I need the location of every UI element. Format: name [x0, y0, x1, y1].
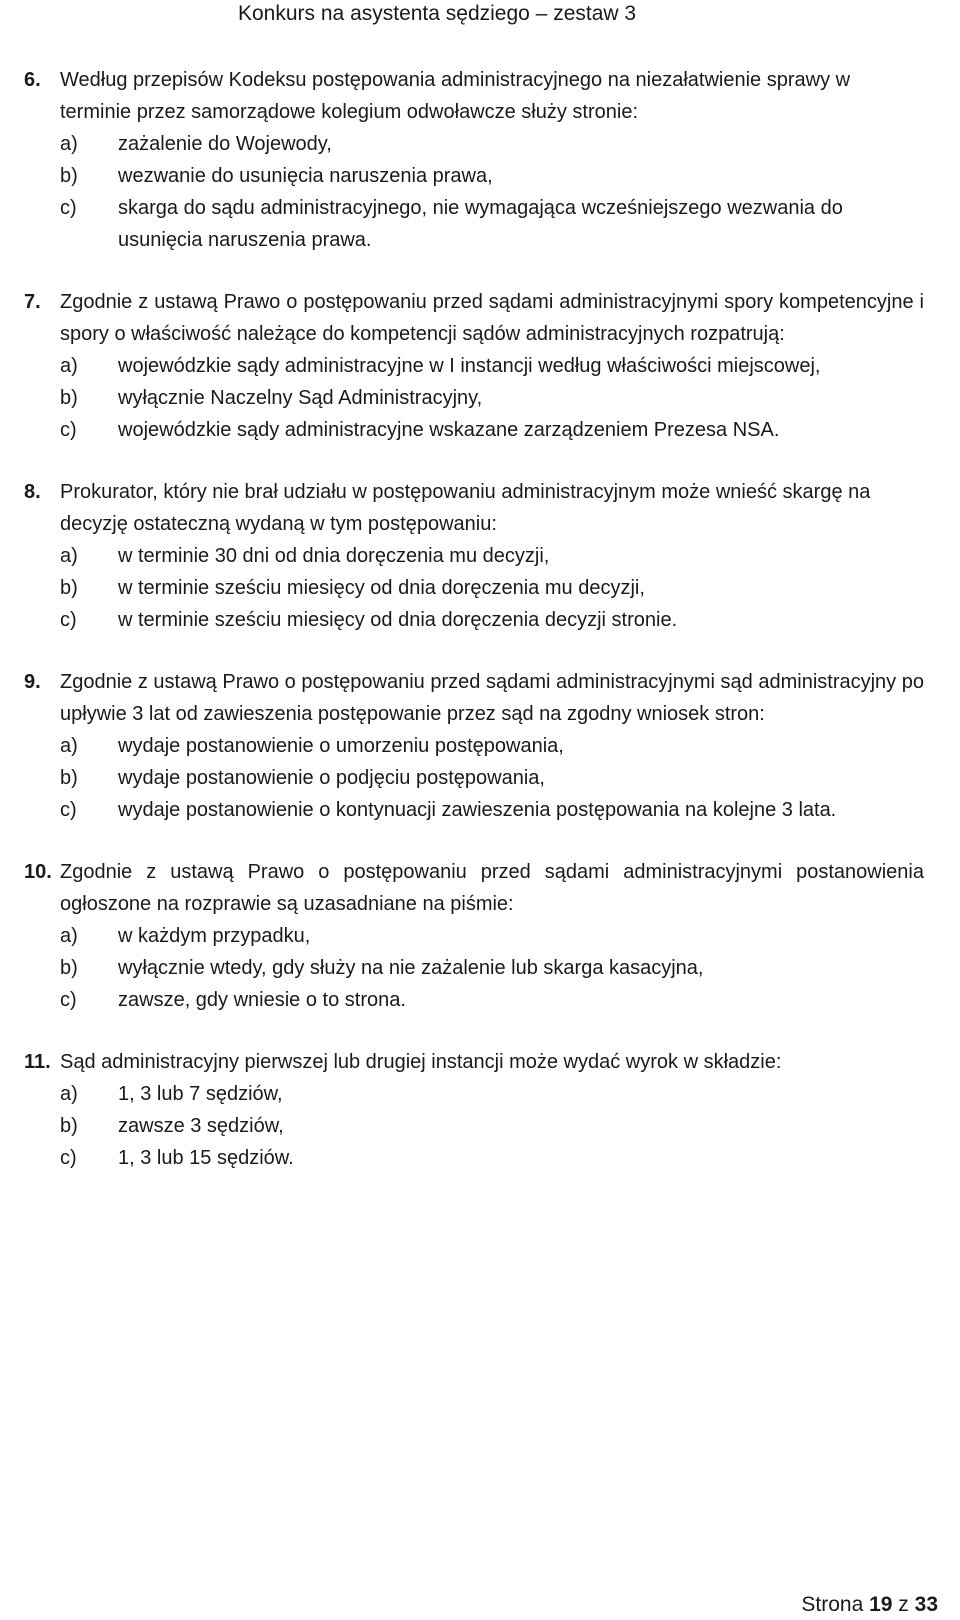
answer-label: b) — [60, 387, 78, 409]
answer-a — [60, 920, 924, 952]
question-number: 7. — [24, 291, 41, 313]
question-list — [24, 64, 924, 1204]
header-title: Konkurs na asystenta sędziego – zestaw 3 — [238, 2, 637, 25]
answer-label: c) — [60, 989, 77, 1011]
answer-text: wyłącznie Naczelny Sąd Administracyjny, — [118, 387, 483, 409]
answer-text: w terminie 30 dni od dnia doręczenia mu decyzji, — [118, 545, 550, 567]
answer-text: zażalenie do Wojewody, — [118, 133, 332, 155]
question-9 — [24, 666, 924, 826]
answer-a — [60, 128, 924, 160]
question-number: 8. — [24, 481, 41, 503]
answer-text: skarga do sądu administracyjnego, nie wymagająca wcześniejszego wezwania do usunięcia naruszenia prawa. — [118, 197, 843, 251]
page-footer — [801, 1590, 938, 1620]
answer-text: wojewódzkie sądy administracyjne wskazane zarządzeniem Prezesa NSA. — [118, 419, 780, 441]
question-number: 6. — [24, 69, 41, 91]
answer-text: wyłącznie wtedy, gdy służy na nie zażalenie lub skarga kasacyjna, — [118, 957, 704, 979]
question-text: Zgodnie z ustawą Prawo o postępowaniu przed sądami administracyjnymi sąd administracyjny po upływie 3 lat od zawieszenia postępowanie przez sąd na zgodny wniosek stron: — [60, 671, 924, 725]
answer-label: b) — [60, 165, 78, 187]
answer-label: c) — [60, 1147, 77, 1169]
answer-list — [60, 128, 924, 256]
answer-label: c) — [60, 799, 77, 821]
answer-c — [60, 192, 924, 256]
answer-text: wezwanie do usunięcia naruszenia prawa, — [118, 165, 493, 187]
answer-list — [60, 730, 924, 826]
answer-a — [60, 540, 924, 572]
answer-label: b) — [60, 1115, 78, 1137]
answer-text: wydaje postanowienie o umorzeniu postępowania, — [118, 735, 564, 757]
question-text: Zgodnie z ustawą Prawo o postępowaniu przed sądami administracyjnymi postanowienia ogłoszone na rozprawie są uzasadniane na piśmie: — [60, 861, 924, 915]
answer-b — [60, 952, 924, 984]
question-body — [60, 666, 924, 826]
question-body — [60, 856, 924, 1016]
question-body — [60, 1046, 924, 1174]
answer-a — [60, 1078, 924, 1110]
answer-label: c) — [60, 609, 77, 631]
question-text: Prokurator, który nie brał udziału w postępowaniu administracyjnym może wnieść skargę na decyzję ostateczną wydaną w tym postępowaniu: — [60, 481, 871, 535]
answer-label: a) — [60, 355, 78, 377]
page-header — [238, 0, 636, 28]
answer-label: c) — [60, 419, 77, 441]
answer-text: w terminie sześciu miesięcy od dnia doręczenia decyzji stronie. — [118, 609, 678, 631]
answer-list — [60, 350, 924, 446]
answer-list — [60, 1078, 924, 1174]
answer-text: w terminie sześciu miesięcy od dnia doręczenia mu decyzji, — [118, 577, 645, 599]
question-8 — [24, 476, 924, 636]
answer-a — [60, 350, 924, 382]
question-11 — [24, 1046, 924, 1174]
answer-c — [60, 794, 924, 826]
question-text: Sąd administracyjny pierwszej lub drugiej instancji może wydać wyrok w składzie: — [60, 1051, 782, 1073]
answer-list — [60, 920, 924, 1016]
question-number: 9. — [24, 671, 41, 693]
answer-b — [60, 572, 924, 604]
answer-label: a) — [60, 735, 78, 757]
question-body — [60, 476, 924, 636]
question-text: Według przepisów Kodeksu postępowania administracyjnego na niezałatwienie sprawy w terminie przez samorządowe kolegium odwoławcze służy stronie: — [60, 69, 851, 123]
answer-b — [60, 160, 924, 192]
answer-text: 1, 3 lub 7 sędziów, — [118, 1083, 283, 1105]
answer-label: a) — [60, 133, 78, 155]
current-page-number: 19 — [869, 1593, 893, 1616]
page-label: Strona — [801, 1593, 864, 1616]
answer-a — [60, 730, 924, 762]
question-number: 11. — [24, 1051, 51, 1073]
question-6 — [24, 64, 924, 256]
answer-label: b) — [60, 767, 78, 789]
answer-list — [60, 540, 924, 636]
answer-text: wydaje postanowienie o kontynuacji zawieszenia postępowania na kolejne 3 lata. — [118, 799, 837, 821]
question-body — [60, 286, 924, 446]
answer-label: a) — [60, 1083, 78, 1105]
answer-c — [60, 604, 924, 636]
answer-text: 1, 3 lub 15 sędziów. — [118, 1147, 294, 1169]
question-7 — [24, 286, 924, 446]
question-10 — [24, 856, 924, 1016]
answer-label: b) — [60, 957, 78, 979]
answer-text: wydaje postanowienie o podjęciu postępowania, — [118, 767, 545, 789]
answer-text: w każdym przypadku, — [118, 925, 311, 947]
answer-text: wojewódzkie sądy administracyjne w I instancji według właściwości miejscowej, — [118, 355, 821, 377]
total-page-number: 33 — [914, 1593, 938, 1616]
answer-b — [60, 382, 924, 414]
answer-label: a) — [60, 545, 78, 567]
answer-label: b) — [60, 577, 78, 599]
answer-label: c) — [60, 197, 77, 219]
answer-label: a) — [60, 925, 78, 947]
answer-b — [60, 762, 924, 794]
page-separator: z — [898, 1593, 909, 1616]
question-body — [60, 64, 924, 256]
answer-c — [60, 414, 924, 446]
answer-text: zawsze 3 sędziów, — [118, 1115, 284, 1137]
answer-c — [60, 984, 924, 1016]
answer-text: zawsze, gdy wniesie o to strona. — [118, 989, 406, 1011]
answer-c — [60, 1142, 924, 1174]
question-number: 10. — [24, 861, 52, 883]
question-text: Zgodnie z ustawą Prawo o postępowaniu przed sądami administracyjnymi spory kompetencyjne i spory o właściwość należące do kompetencji sądów administracyjnych rozpatrują: — [60, 291, 924, 345]
answer-b — [60, 1110, 924, 1142]
